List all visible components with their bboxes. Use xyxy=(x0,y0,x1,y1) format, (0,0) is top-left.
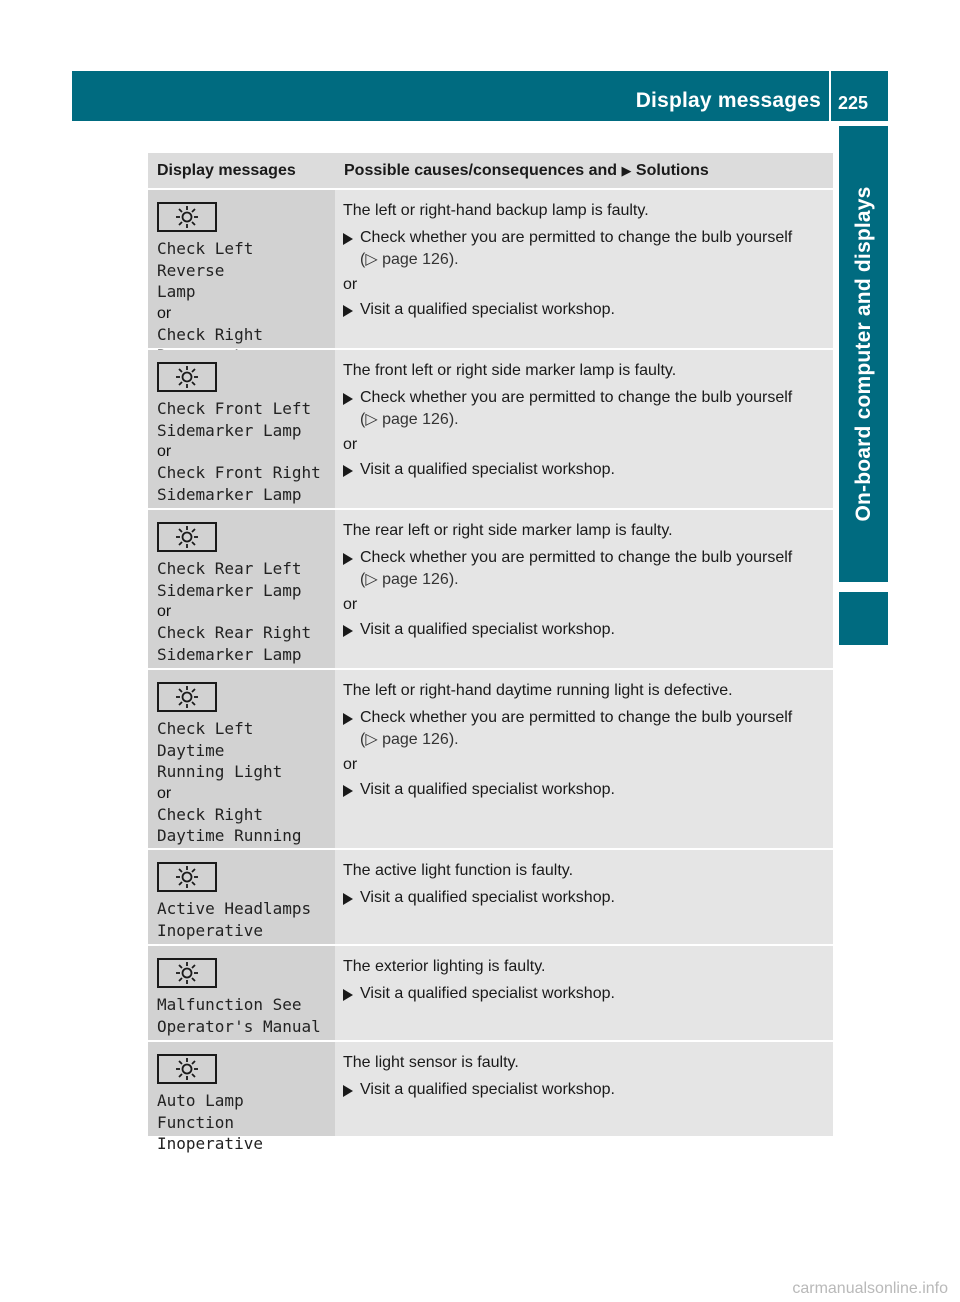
header-divider xyxy=(829,71,831,121)
solution-step xyxy=(343,459,823,481)
solution-step-text: Visit a qualified specialist workshop. xyxy=(360,301,615,318)
display-message: Active Headlamps Inoperative xyxy=(157,899,312,940)
page-header xyxy=(72,71,888,121)
page-reference: (▷ page 126). xyxy=(360,251,459,268)
table-row xyxy=(148,188,833,348)
solution-or: or xyxy=(343,436,358,453)
exterior-light-icon xyxy=(157,1054,217,1084)
display-message: Check Left Daytime Running Light xyxy=(157,719,283,781)
display-messages-table xyxy=(148,153,833,1153)
solution-cell xyxy=(335,510,833,668)
solution-step xyxy=(343,887,823,909)
step-arrow-icon xyxy=(343,713,353,725)
message-or: or xyxy=(157,784,172,802)
table-body xyxy=(148,188,833,1153)
solution-step-text: Visit a qualified specialist workshop. xyxy=(360,461,615,478)
solution-step-text: Check whether you are permitted to change the bulb yourself xyxy=(360,709,793,726)
exterior-light-icon xyxy=(157,682,217,712)
page-reference: (▷ page 126). xyxy=(360,571,459,588)
chapter-tab-marker xyxy=(839,592,888,645)
solution-step xyxy=(343,619,823,641)
solution-step xyxy=(343,227,823,271)
table-row xyxy=(148,848,833,944)
table-row xyxy=(148,1040,833,1153)
solution-or: or xyxy=(343,756,358,773)
col-header-solutions-post: Solutions xyxy=(635,161,709,179)
message-cell xyxy=(148,190,335,348)
table-row xyxy=(148,944,833,1040)
solution-step-text: Check whether you are permitted to change the bulb yourself xyxy=(360,229,793,246)
message-cell xyxy=(148,510,335,668)
watermark: carmanualsonline.info xyxy=(792,1280,948,1297)
exterior-light-icon xyxy=(157,522,217,552)
table-row xyxy=(148,348,833,508)
solution-arrow-icon: ▶ xyxy=(621,162,632,178)
solution-cell xyxy=(335,190,833,348)
solution-cell xyxy=(335,850,833,944)
cause-text: The exterior lighting is faulty. xyxy=(343,958,546,975)
exterior-light-icon xyxy=(157,958,217,988)
table-row xyxy=(148,508,833,668)
solution-or: or xyxy=(343,596,358,613)
display-message-alt: Check Right Daytime Running xyxy=(157,804,302,845)
step-arrow-icon xyxy=(343,305,353,317)
solution-step-text: Check whether you are permitted to change the bulb yourself xyxy=(360,389,793,406)
step-arrow-icon xyxy=(343,233,353,245)
table-header-row xyxy=(148,153,833,188)
col-header-solutions-pre: Possible causes/consequences and xyxy=(344,161,618,179)
message-cell xyxy=(148,1042,335,1153)
display-message: Malfunction See Operator's Manual xyxy=(157,995,321,1036)
solution-step xyxy=(343,1079,823,1101)
page-number: 225 xyxy=(838,93,869,113)
cause-text: The light sensor is faulty. xyxy=(343,1054,519,1071)
step-arrow-icon xyxy=(343,553,353,565)
table-row xyxy=(148,668,833,848)
step-arrow-icon xyxy=(343,785,353,797)
solution-cell xyxy=(335,1042,833,1136)
step-arrow-icon xyxy=(343,625,353,637)
step-arrow-icon xyxy=(343,989,353,1001)
chapter-tab xyxy=(839,126,888,582)
cause-text: The left or right-hand backup lamp is faulty. xyxy=(343,202,649,219)
exterior-light-icon xyxy=(157,362,217,392)
step-arrow-icon xyxy=(343,465,353,477)
solution-step-text: Visit a qualified specialist workshop. xyxy=(360,985,615,1002)
solution-step xyxy=(343,299,823,321)
message-or: or xyxy=(157,603,172,620)
display-message: Auto Lamp Function Inoperative xyxy=(157,1091,263,1153)
cause-text: The rear left or right side marker lamp is faulty. xyxy=(343,522,673,539)
message-cell xyxy=(148,946,335,1040)
step-arrow-icon xyxy=(343,393,353,405)
solution-step xyxy=(343,707,823,751)
step-arrow-icon xyxy=(343,893,353,905)
display-message-alt: Check Right xyxy=(157,324,263,344)
solution-step-text: Visit a qualified specialist workshop. xyxy=(360,889,615,906)
solution-step-text: Visit a qualified specialist workshop. xyxy=(360,621,615,638)
cause-text: The left or right-hand daytime running light is defective. xyxy=(343,682,733,699)
solution-cell xyxy=(335,350,833,508)
exterior-light-icon xyxy=(157,862,217,892)
solution-cell xyxy=(335,670,833,848)
solution-step xyxy=(343,547,823,591)
col-header-messages: Display messages xyxy=(157,161,296,179)
message-cell xyxy=(148,850,335,944)
message-cell xyxy=(148,670,335,848)
solution-cell xyxy=(335,946,833,1040)
exterior-light-icon xyxy=(157,202,217,232)
solution-step-text: Visit a qualified specialist workshop. xyxy=(360,781,615,798)
solution-step xyxy=(343,983,823,1005)
page-reference: (▷ page 126). xyxy=(360,731,459,748)
solution-step xyxy=(343,779,823,801)
step-arrow-icon xyxy=(343,1085,353,1097)
display-message: Check Left Reverse Lamp xyxy=(157,239,254,301)
col-header-solutions xyxy=(335,162,833,180)
chapter-tab-label: On-board computer and displays xyxy=(851,186,875,522)
display-message: Check Front Left Sidemarker Lamp xyxy=(157,399,312,440)
cause-text: The front left or right side marker lamp is faulty. xyxy=(343,362,677,379)
solution-step xyxy=(343,387,823,431)
message-or: or xyxy=(157,304,172,322)
solution-step-text: Check whether you are permitted to change the bulb yourself xyxy=(360,549,793,566)
section-title: Display messages xyxy=(635,89,821,112)
page-reference: (▷ page 126). xyxy=(360,411,459,428)
solution-step-text: Visit a qualified specialist workshop. xyxy=(360,1081,615,1098)
solution-or: or xyxy=(343,276,358,293)
message-or: or xyxy=(157,443,172,460)
display-message: Check Rear Left Sidemarker Lamp xyxy=(157,559,302,600)
display-message-alt: Check Front Right Sidemarker Lamp xyxy=(157,463,321,504)
display-message-alt: Check Rear Right Sidemarker Lamp xyxy=(157,623,312,664)
cause-text: The active light function is faulty. xyxy=(343,862,574,879)
message-cell xyxy=(148,350,335,508)
